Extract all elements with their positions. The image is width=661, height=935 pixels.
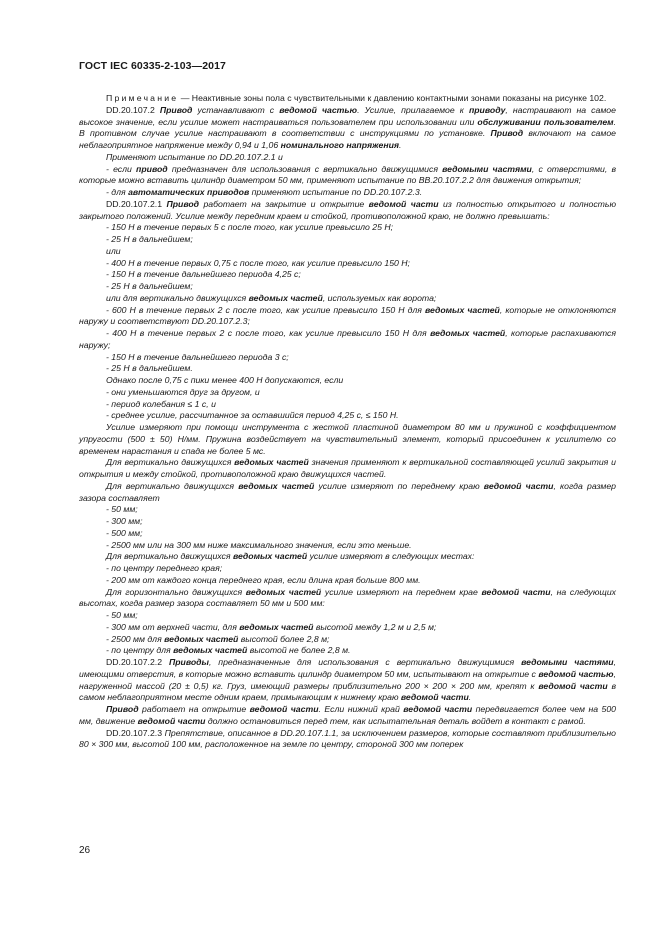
paragraph: - 600 Н в течение первых 2 с после того, как усилие превысило 150 Н для ведомых частей, которые не отклоняются наружу и соответствуют DD.20.107.2.3; <box>79 304 616 327</box>
paragraph: - 400 Н в течение первых 0,75 с после того, как усилие превысило 150 Н; <box>106 257 410 268</box>
paragraph: - 500 мм; <box>106 527 143 538</box>
paragraph: DD.20.107.2.2 Приводы, предназначенные для использования с вертикально движущимися ведомыми частями, имеющими отверстия, в которые можно вставить цилиндр диаметром 50 мм, испытывают на открытие с ведомой частью, нагруженной массой (20 ± 0,5) кг. Груз, имеющий размеры приблизительно 200 × 200 × 200 мм, крепят к ведомой части в самом неблагоприятном месте одним краем, примыкающим к нижнему краю ведомой части. <box>79 657 616 703</box>
paragraph: - если привод предназначен для использования с вертикально движущимися ведомыми частями, с отверстиями, в которые можно вставить цилиндр диаметром 50 мм, применяют испытание по ВВ.20.107.2.2 для движения открытия; <box>79 163 616 186</box>
paragraph: Для вертикально движущихся ведомых частей усилие измеряют по переднему краю ведомой части, когда размер зазора составляет <box>79 480 617 503</box>
paragraph: - 300 мм от верхней части, для ведомых частей высотой между 1,2 м и 2,5 м; <box>106 621 437 632</box>
paragraph: Для вертикально движущихся ведомых частей значения применяют к вертикальной составляющей усилий закрытия и открытия и между стойкой, противоположной краю движущихся частей. <box>79 457 616 479</box>
paragraph: или <box>106 245 121 256</box>
document-body <box>79 93 616 751</box>
paragraph: - 25 Н в дальнейшем; <box>106 234 193 244</box>
paragraph: - 150 Н в течение дальнейшего периода 3 с; <box>106 351 289 362</box>
paragraph: - период колебания ≤ 1 с, и <box>106 398 216 409</box>
paragraph: - 300 мм; <box>106 516 143 526</box>
paragraph: - 25 Н в дальнейшем; <box>106 281 193 291</box>
paragraph: - 25 Н в дальнейшем. <box>106 363 193 374</box>
paragraph: Усилие измеряют при помощи инструмента с жесткой пластиной диаметром 80 мм и пружиной с коэффициентом упругости (500 ± 50) Н/мм. Пружина воздействует на чувствительный элемент, который присоединен к усилителю со временем нарастания и спада не более 5 мс. <box>79 422 616 456</box>
paragraph: - 200 мм от каждого конца переднего края, если длина края больше 800 мм. <box>106 574 421 585</box>
paragraph: - по центру переднего края; <box>106 563 223 573</box>
paragraph: Для вертикально движущихся ведомых частей усилие измеряют в следующих местах: <box>106 551 475 562</box>
paragraph: - среднее усилие, рассчитанное за оставшийся период 4,25 с, ≤ 150 Н. <box>106 410 399 421</box>
paragraph: DD.20.107.2 Привод устанавливают с ведомой частью. Усилие, прилагаемое к приводу, настраивают на самое высокое значение, если усилие может настраиваться пользователем при использовании или обслуживании пользователем. В противном случае усилие настраивают в соответствии с инструкциями по установке. Привод включают на самое неблагоприятное напряжение между 0,94 и 1,06 номинального напряжения. <box>79 104 617 150</box>
paragraph: DD.20.107.2.1 Привод работает на закрытие и открытие ведомой части из полностью открытого и полностью закрытого положений. Усилие между передним краем и стойкой, противоположной краю, не должно превышать: <box>79 198 617 221</box>
paragraph: - 50 мм; <box>106 610 138 620</box>
paragraph: - 400 Н в течение первых 2 с после того, как усилие превысило 150 Н для ведомых частей, которые распахиваются наружу; <box>79 328 617 350</box>
paragraph: Привод работает на открытие ведомой части. Если нижний край ведомой части передвигается более чем на 500 мм, движение ведомой части должно остановиться перед тем, как испытательная деталь войдет в контакт с рамой. <box>79 704 616 726</box>
paragraph: Для горизонтально движущихся ведомых частей усилие измеряют на переднем крае ведомой части, на следующих высотах, когда размер зазора составляет 50 мм и 500 мм: <box>79 586 616 609</box>
paragraph: - 2500 мм или на 300 мм ниже максимального значения, если это меньше. <box>106 539 412 550</box>
paragraph: - 150 Н в течение дальнейшего периода 4,25 с; <box>106 269 301 280</box>
page-number: 26 <box>79 845 91 856</box>
paragraph: - по центру для ведомых частей высотой не более 2,8 м. <box>106 645 351 656</box>
paragraph: - 2500 мм для ведомых частей высотой более 2,8 м; <box>106 633 330 644</box>
paragraph: - для автоматических приводов применяют испытание по DD.20.107.2.3. <box>106 187 423 197</box>
document-header: ГОСТ IEC 60335-2-103—2017 <box>79 60 226 72</box>
paragraph: DD.20.107.2.3 Препятствие, описанное в DD.20.107.1.1, за исключением размеров, которые составляют приблизительно 80 × 300 мм, высотой 100 мм, расположенное на земле по центру, стороной 300 мм поперек <box>79 727 617 750</box>
paragraph: или для вертикально движущихся ведомых частей, используемых как ворота; <box>106 292 437 303</box>
paragraph: Применяют испытание по DD.20.107.2.1 и <box>106 151 283 162</box>
paragraph: Однако после 0,75 с пики менее 400 Н допускаются, если <box>106 375 344 385</box>
paragraph: - 150 Н в течение первых 5 с после того, как усилие превысило 25 Н; <box>106 222 394 233</box>
paragraph: - 50 мм; <box>106 504 138 515</box>
paragraph: Примечание — Неактивные зоны пола с чувствительными к давлению контактными зонами показаны на рисунке 102. <box>106 93 607 103</box>
paragraph: - они уменьшаются друг за другом, и <box>106 386 260 397</box>
